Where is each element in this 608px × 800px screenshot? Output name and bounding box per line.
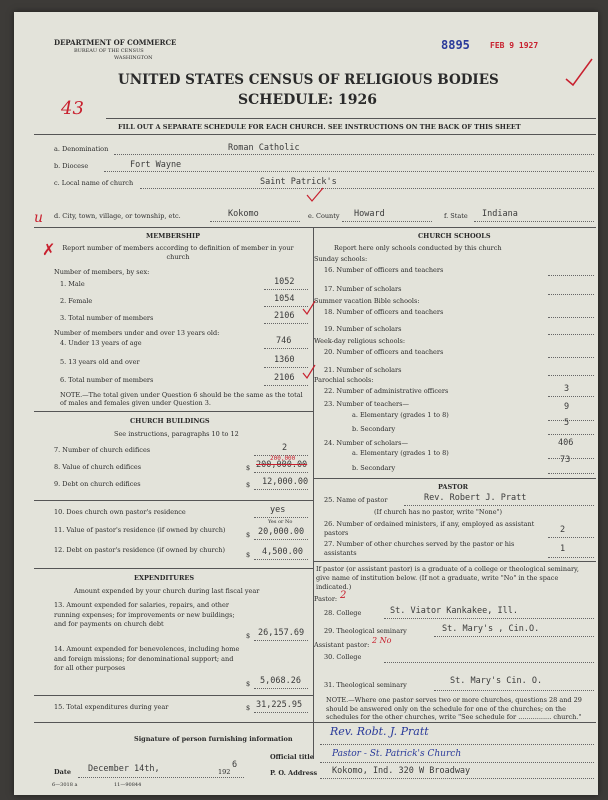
q31-seminary-value: St. Mary's Cin. O. <box>450 676 543 686</box>
q7-value: 2 <box>282 443 288 453</box>
q28-label: 28. College <box>324 609 362 617</box>
q20-label: 20. Number of officers and teachers <box>324 348 444 356</box>
q2-label: 2. Female <box>60 297 93 305</box>
red-check-mark-icon <box>564 57 594 87</box>
po-address-label: P. O. Address <box>270 769 318 777</box>
q10-value: yes <box>270 505 286 515</box>
q29-seminary-value: St. Mary's , Cin.O. <box>442 624 540 634</box>
official-title-label: Official title <box>270 753 314 761</box>
q8-correction: 200,000 <box>270 455 296 462</box>
diocese-label: b. Diocese <box>54 162 89 170</box>
q4-label: 4. Under 13 years of age <box>60 339 142 347</box>
fill-out-instruction: FILL OUT A SEPARATE SCHEDULE FOR EACH CHURCH. SEE INSTRUCTIONS ON THE BACK OF THIS SHEET <box>118 123 521 131</box>
state-value: Indiana <box>482 209 518 219</box>
vacation-schools-label: Summer vacation Bible schools: <box>314 297 420 305</box>
q14-label: 14. Amount expended for benevolences, including home and foreign missions; for denominational support; and for all other purposes <box>54 645 240 672</box>
q10-hint: Yes or No <box>268 519 293 525</box>
denomination-label: a. Denomination <box>54 145 109 153</box>
q12-label: 12. Debt on pastor's residence (if owned by church) <box>54 546 225 554</box>
state-label: f. State <box>444 212 468 220</box>
q26-label: 26. Number of ordained ministers, if any, employed as assistant pastors <box>324 520 535 537</box>
q13-label: 13. Amount expended for salaries, repairs, and other running expenses; for improvements or new buildings; and for payments on church debt <box>54 601 235 628</box>
q24a-value: 406 <box>558 438 574 448</box>
q24b-value: 73 <box>560 455 571 465</box>
graduate-note: If pastor (or assistant pastor) is a graduate of a college or theological seminary, give name of institution below. (If not a graduate, write "No" in the space indicated.) <box>316 565 579 591</box>
handwritten-u-mark: u <box>34 210 44 226</box>
buildings-sub: See instructions, paragraphs 10 to 12 <box>114 430 239 438</box>
census-form-sheet: DEPARTMENT OF COMMERCE BUREAU OF THE CENSUS WASHINGTON 8895 FEB 9 1927 UNITED STATES CENSUS OF RELIGIOUS BODIES SCHEDULE: 1926 43 FILL OUT A SEPARATE SCHEDULE FOR EACH CHURCH. SEE INSTRUCTIONS ON THE BACK OF THIS SHEET a. Denomination Roman Catholic b. Diocese Fort Wayne c. Local name of church Saint Patrick's u d. City, town, village, or township, etc. Kokomo e. County Howard f. State Indiana MEMBERSHIP ✗ Report number of members according to definition of member in your church Number of members, by sex: 1. Male 1052 2. Female 1054 3. Total number of members 2106 Number of members under and over 13 years old: 4. Under 13 years of age 746 5. 13 years old and over 1360 6. Total number of members 2106 NOTE.—The total given under Question 6 should be the same as the total of males and females given under Question 3. CHURCH BUILDINGS See instructions, paragraphs 10 to 12 7. Number of church edifices 2 200,000 8. Value of church edifices $ 200,000.00 9. Debt on church edifices $ 12,000.00 10. Does church own pastor's residence yes Yes or No 11. Value of pastor's residence (if owned by church) $ 20,000.00 12. Debt on pastor's residence (if owned by church) $ 4,500.00 EXPENDITURES Amount expended by your church during last fiscal year 13. Amount expended for salaries, repairs, and other running expenses; for improvements or new buildings; and for payments on church debt $ 26,157.69 14. Amount expended for benevolences, including home and foreign missions; for denominational support; and for all other purposes $ 5,068.26 15. Total expenditures during year $ 31,225.95 CHURCH SCHOOLS Report here only schools conducted by this church Sunday schools: 16. Number of officers and teachers 17. Number of scholars Summer vacation Bible schools: 18. Number of officers and teachers 19. Number of scholars Week-day religious schools: 20. Number of officers and teachers 21. Number of scholars Parochial schools: 22. Number of administrative officers 3 23. Number of teachers— a. Elementary (grades 1 to 8) 9 b. Secondary 5 24. Number of scholars— a. Elementary (grades 1 to 8) 406 b. Secondary 73 PASTOR 25. Name of pastor Rev. Robert J. Pratt (If church has no pastor, write "None") 26. Number of ordained ministers, if any, employed as assistant pastors 2 27. Number of other churches served by the pastor or his assistants 1 If pastor (or assistant pastor) is a graduate of a college or theological seminary, give name of institution below. (If not a graduate, write "No" in the space indicated.) Pastor: 2 28. College St. Viator Kankakee, Ill. 29. Theological seminary St. Mary's , Cin.O. Assistant pastor: 2 No 30. College 31. Theological seminary St. Mary's Cin. O. NOTE.—Where one pastor serves two or more churches, questions 28 and 29 should be answered only on the schedule for one of the churches; on the schedules for the other churches, write "See schedule for ................ church." Signature of person furnishing information Rev. Robt. J. Pratt Official title Pastor - St. Patrick's Church Date December 14th, 192 6 P. O. Address Kokomo, Ind. 320 W Broadway 6—3018 a 11—90844 <box>14 12 598 795</box>
po-address-value: Kokomo, Ind. 320 W Broadway <box>332 766 471 776</box>
q9-label: 9. Debt on church edifices <box>54 480 141 488</box>
red-x-mark-icon: ✗ <box>42 240 56 259</box>
q3-total-value: 2106 <box>274 311 295 321</box>
membership-heading: MEMBERSHIP <box>146 232 200 240</box>
members-by-sex-label: Number of members, by sex: <box>54 268 150 276</box>
q22-label: 22. Number of administrative officers <box>324 387 449 395</box>
form-number: 6—3018 a <box>52 782 78 788</box>
receipt-stamp-number: 8895 <box>441 38 470 52</box>
red-check-mark-icon <box>306 187 324 203</box>
pastor-note: NOTE.—Where one pastor serves two or more churches, questions 28 and 29 should be answered only on the schedule for one of the churches; on the schedules for the other churches, write "See schedule for ................ church." <box>326 696 582 721</box>
denomination-value: Roman Catholic <box>228 143 300 153</box>
q7-label: 7. Number of church edifices <box>54 446 151 454</box>
q5-label: 5. 13 years old and over <box>60 358 140 366</box>
q23a-value: 9 <box>564 402 570 412</box>
q25-label: 25. Name of pastor <box>324 496 388 504</box>
q8-value: 200,000.00 <box>256 460 308 470</box>
buildings-heading: CHURCH BUILDINGS <box>130 417 210 425</box>
expenditures-sub: Amount expended by your church during last fiscal year <box>74 587 260 595</box>
q11-value: 20,000.00 <box>258 527 305 537</box>
local-name-label: c. Local name of church <box>54 179 134 187</box>
q22-value: 3 <box>564 384 570 394</box>
q23a-label: a. Elementary (grades 1 to 8) <box>352 411 449 419</box>
city-value: Kokomo <box>228 209 259 219</box>
year-prefix: 192 <box>218 768 231 776</box>
q28-college-value: St. Viator Kankakee, Ill. <box>390 606 518 616</box>
assistant-red-mark: 2 No <box>372 636 392 645</box>
form-subtitle: SCHEDULE: 1926 <box>238 92 378 108</box>
city-label: d. City, town, village, or township, etc. <box>54 212 181 220</box>
q11-label: 11. Value of pastor's residence (if owned by church) <box>54 526 226 534</box>
q24a-label: a. Elementary (grades 1 to 8) <box>352 449 449 457</box>
q6-label: 6. Total number of members <box>60 376 154 384</box>
signature-label: Signature of person furnishing information <box>134 735 293 743</box>
q17-label: 17. Number of scholars <box>324 285 402 293</box>
q26-value: 2 <box>560 525 566 535</box>
sunday-schools-label: Sunday schools: <box>314 255 368 263</box>
q24b-label: b. Secondary <box>352 464 396 472</box>
q29-label: 29. Theological seminary <box>324 627 407 635</box>
members-by-age-label: Number of members under and over 13 years old: <box>54 329 220 337</box>
q19-label: 19. Number of scholars <box>324 325 402 333</box>
q5-13-and-over-value: 1360 <box>274 355 295 365</box>
q23-label: 23. Number of teachers— <box>324 400 409 408</box>
county-value: Howard <box>354 209 385 219</box>
diocese-value: Fort Wayne <box>130 160 182 170</box>
receipt-stamp-date: FEB 9 1927 <box>490 41 539 50</box>
pastor-red-mark: 2 <box>340 590 347 601</box>
weekday-schools-label: Week-day religious schools: <box>314 337 406 345</box>
q10-label: 10. Does church own pastor's residence <box>54 508 186 516</box>
membership-intro: Report number of members according to definition of member in your church <box>62 244 294 261</box>
q27-value: 1 <box>560 544 566 554</box>
q24-label: 24. Number of scholars— <box>324 439 408 447</box>
q15-value: 31,225.95 <box>256 700 303 710</box>
print-code: 11—90844 <box>114 782 142 788</box>
county-label: e. County <box>308 212 340 220</box>
q27-label: 27. Number of other churches served by the pastor or his assistants <box>324 540 515 557</box>
official-title-value: Pastor - St. Patrick's Church <box>332 749 462 759</box>
local-name-value: Saint Patrick's <box>260 177 337 187</box>
q6-total-value: 2106 <box>274 373 295 383</box>
q8-label: 8. Value of church edifices <box>54 463 142 471</box>
department-label: DEPARTMENT OF COMMERCE <box>54 38 177 47</box>
q18-label: 18. Number of officers and teachers <box>324 308 444 316</box>
q31-label: 31. Theological seminary <box>324 681 407 689</box>
q16-label: 16. Number of officers and teachers <box>324 266 444 274</box>
handwritten-number-43: 43 <box>61 98 84 119</box>
pastor-heading: PASTOR <box>438 483 469 491</box>
assistant-pastor-sublabel: Assistant pastor: <box>314 641 370 649</box>
bureau-label: BUREAU OF THE CENSUS <box>74 48 144 54</box>
parochial-schools-label: Parochial schools: <box>314 376 374 384</box>
date-label: Date <box>54 768 71 776</box>
q1-label: 1. Male <box>60 280 85 288</box>
schools-heading: CHURCH SCHOOLS <box>418 232 491 240</box>
q23b-value: 5 <box>564 418 570 428</box>
year-suffix: 6 <box>232 760 238 770</box>
q14-value: 5,068.26 <box>260 676 301 686</box>
q9-value: 12,000.00 <box>262 477 309 487</box>
q23b-label: b. Secondary <box>352 425 396 433</box>
q13-value: 26,157.69 <box>258 628 305 638</box>
pastor-sublabel: Pastor: <box>314 595 338 603</box>
schools-sub: Report here only schools conducted by this church <box>334 244 502 252</box>
q3-label: 3. Total number of members <box>60 314 154 322</box>
q25-pastor-name-value: Rev. Robert J. Pratt <box>424 493 527 503</box>
q12-value: 4,500.00 <box>262 547 303 557</box>
q1-male-value: 1052 <box>274 277 295 287</box>
form-title: UNITED STATES CENSUS OF RELIGIOUS BODIES <box>118 72 499 88</box>
q30-label: 30. College <box>324 653 362 661</box>
membership-note: NOTE.—The total given under Question 6 should be the same as the total of males and females given under Question 3. <box>60 391 303 407</box>
q4-under-13-value: 746 <box>276 336 292 346</box>
q15-label: 15. Total expenditures during year <box>54 703 169 711</box>
signature-value: Rev. Robt. J. Pratt <box>330 725 429 738</box>
q21-label: 21. Number of scholars <box>324 366 402 374</box>
date-value: December 14th, <box>88 764 160 774</box>
expenditures-heading: EXPENDITURES <box>134 574 195 582</box>
washington-label: WASHINGTON <box>114 55 153 61</box>
q2-female-value: 1054 <box>274 294 295 304</box>
q25-hint: (If church has no pastor, write "None") <box>374 508 503 516</box>
